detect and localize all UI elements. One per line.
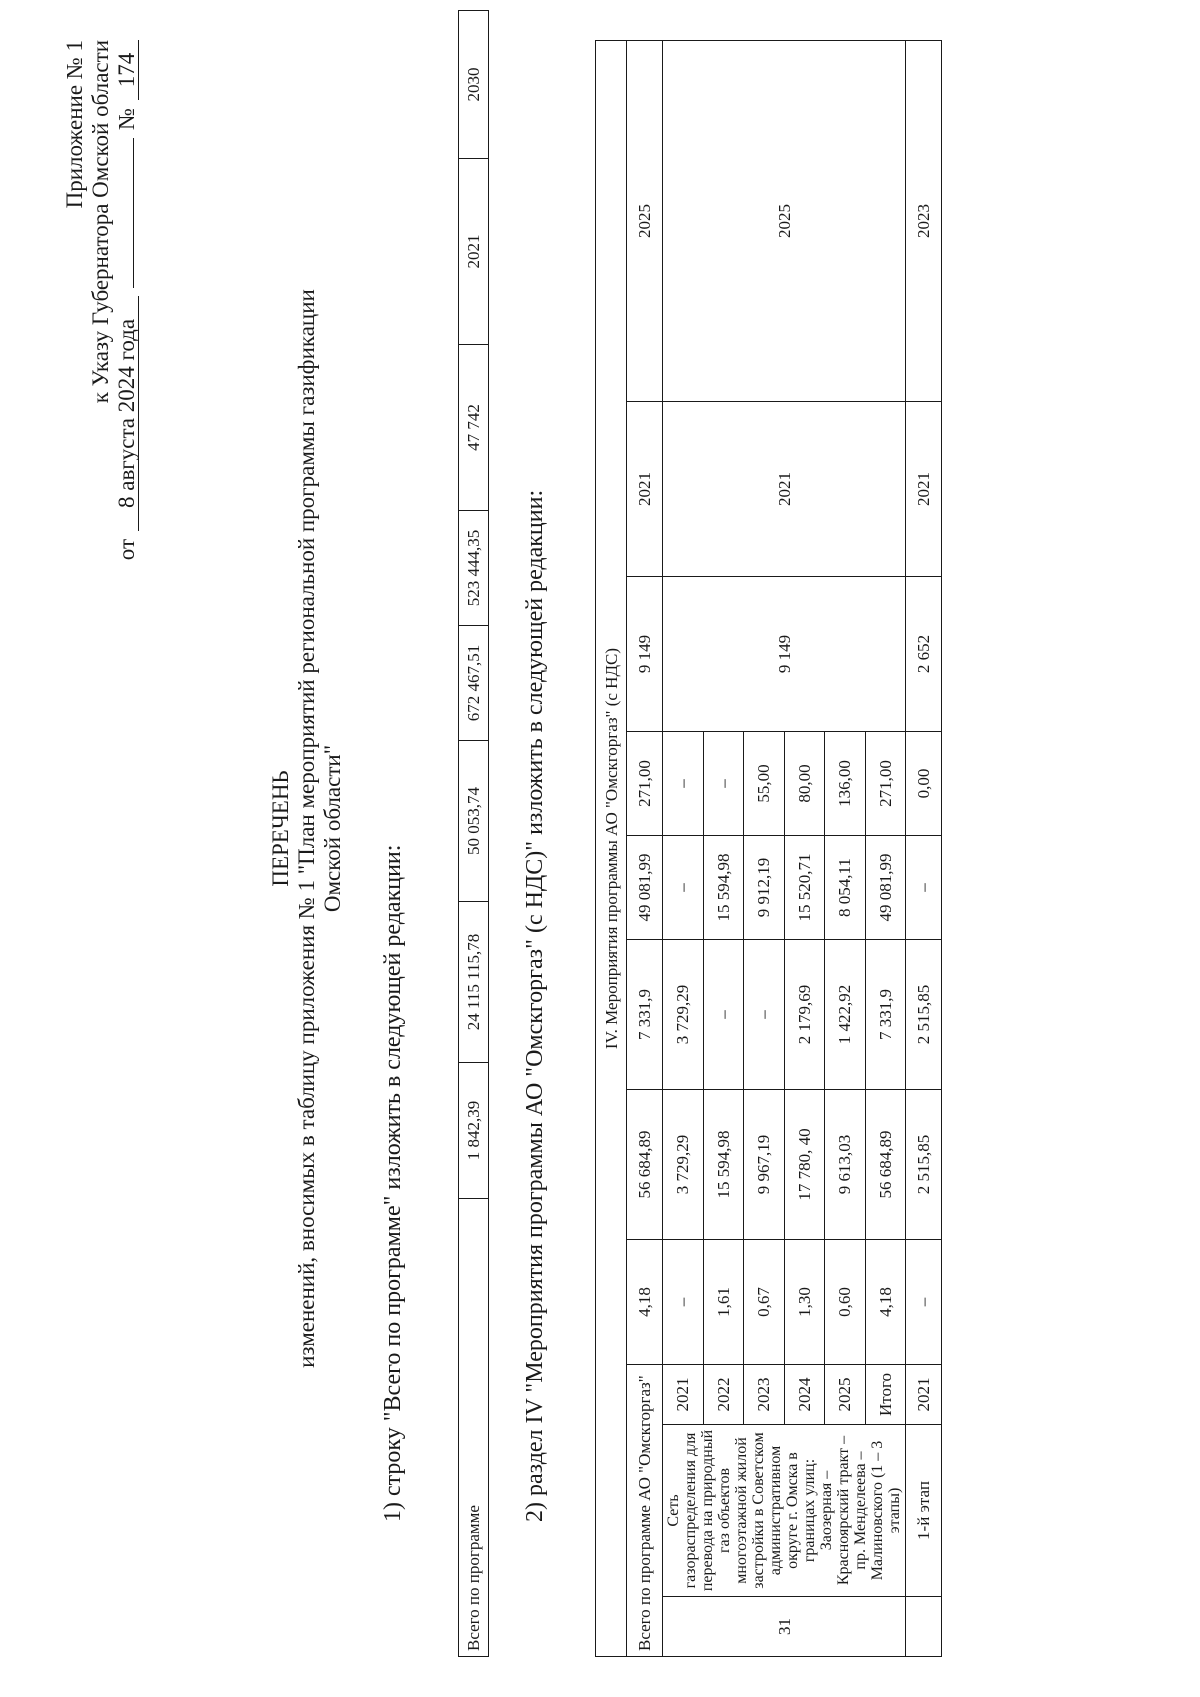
- table-cell: 2021: [663, 402, 906, 577]
- paragraph-2: 2) раздел IV "Мероприятия программы АО "Омскгоргаз" (с НДС)" изложить в следующей редакции:: [522, 489, 548, 1522]
- table-cell: 2 179,69: [784, 940, 825, 1090]
- summary-label: Всего по программе: [459, 1199, 489, 1657]
- table-cell: 136,00: [825, 732, 866, 836]
- table-cell: 2 515,85: [906, 1090, 942, 1240]
- appendix-header: [62, 40, 140, 600]
- year-cell: 2023: [744, 1365, 785, 1425]
- table-cell: 271,00: [627, 732, 663, 836]
- table-cell: 56 684,89: [865, 1090, 906, 1240]
- decree-date: 8 августа 2024 года: [116, 296, 139, 531]
- table-cell: 15 520,71: [784, 836, 825, 940]
- summary-cell: 2021: [459, 159, 489, 345]
- table-cell: 2 515,85: [906, 940, 942, 1090]
- summary-cell: 672 467,51: [459, 626, 489, 741]
- year-cell: Итого: [865, 1365, 906, 1425]
- table-cell: 2023: [906, 41, 942, 402]
- table-cell: 9 912,19: [744, 836, 785, 940]
- table-cell: 2 652: [906, 577, 942, 732]
- program-table: [595, 40, 942, 1657]
- title-subtitle-cont: Омской области": [320, 744, 345, 913]
- table-cell: 3 729,29: [663, 940, 704, 1090]
- table-cell: 0,60: [825, 1240, 866, 1365]
- table-cell: 271,00: [865, 732, 906, 836]
- table-cell: –: [703, 732, 744, 836]
- decree-date-line: [114, 40, 140, 600]
- table-row: [663, 41, 704, 1657]
- table-cell: 8 054,11: [825, 836, 866, 940]
- table-cell: 9 613,03: [825, 1090, 866, 1240]
- summary-cell: 24 115 115,78: [459, 902, 489, 1063]
- summary-cell: 50 053,74: [459, 741, 489, 902]
- table-cell: 3 729,29: [663, 1090, 704, 1240]
- table-cell: 1,61: [703, 1240, 744, 1365]
- table-cell: 2025: [627, 41, 663, 402]
- table-cell: 56 684,89: [627, 1090, 663, 1240]
- table-cell: 0,67: [744, 1240, 785, 1365]
- table-cell: 15 594,98: [703, 1090, 744, 1240]
- paragraph-1: 1) строку "Всего по программе" изложить в следующей редакции:: [380, 844, 406, 1522]
- table-row: [596, 41, 627, 1657]
- table-cell: 9 149: [663, 577, 906, 732]
- table-cell: 49 081,99: [865, 836, 906, 940]
- summary-table: [458, 10, 489, 1657]
- stage-label: 1-й этап: [906, 1425, 942, 1597]
- table-cell: –: [703, 940, 744, 1090]
- year-cell: 2024: [784, 1365, 825, 1425]
- table-cell: 2021: [906, 402, 942, 577]
- table-cell: 9 967,19: [744, 1090, 785, 1240]
- table-row: [627, 41, 663, 1657]
- appendix-reference: к Указу Губернатора Омской области: [88, 40, 113, 404]
- table-cell: 2025: [663, 41, 906, 402]
- decree-number: 174: [116, 40, 139, 100]
- document-title: [268, 160, 346, 1497]
- table-row: [906, 41, 942, 1657]
- appendix-number: Приложение № 1: [62, 40, 87, 209]
- table-cell: –: [744, 940, 785, 1090]
- table-cell: –: [663, 732, 704, 836]
- title-heading: ПЕРЕЧЕНЬ: [268, 770, 293, 887]
- table-cell: 55,00: [744, 732, 785, 836]
- table-cell: 7 331,9: [627, 940, 663, 1090]
- summary-cell: 47 742: [459, 345, 489, 511]
- table-cell: 2021: [627, 402, 663, 577]
- item-description: Сеть газораспределения для перевода на природный газ объектов многоэтажной жилой застройки в Советском административном округе г. Омска в границах улиц: Заозерная – Красноярский тракт – пр. Менделеева – Малиновского (1 – 3 этапы): [663, 1425, 906, 1597]
- summary-cell: 523 444,35: [459, 511, 489, 626]
- table-cell: 9 149: [627, 577, 663, 732]
- table-cell: 1,30: [784, 1240, 825, 1365]
- table-cell: 4,18: [627, 1240, 663, 1365]
- table-cell: –: [906, 1240, 942, 1365]
- date-blank-line: [133, 138, 134, 288]
- number-prefix: №: [114, 108, 139, 130]
- item-number: 31: [663, 1597, 906, 1657]
- table-cell: 17 780, 40: [784, 1090, 825, 1240]
- table-cell: –: [906, 836, 942, 940]
- table-cell: –: [663, 1240, 704, 1365]
- section-total-label: Всего по программе АО "Омскгоргаз": [627, 1365, 663, 1657]
- year-cell: 2025: [825, 1365, 866, 1425]
- table-row: [459, 11, 489, 1657]
- summary-cell: 1 842,39: [459, 1063, 489, 1199]
- table-cell: 15 594,98: [703, 836, 744, 940]
- section-caption: IV. Мероприятия программы АО "Омскгоргаз" (с НДС): [596, 41, 627, 1657]
- summary-cell: 2030: [459, 11, 489, 159]
- year-cell: 2021: [906, 1365, 942, 1425]
- table-cell: 4,18: [865, 1240, 906, 1365]
- table-cell: [906, 1597, 942, 1657]
- year-cell: 2022: [703, 1365, 744, 1425]
- table-cell: 49 081,99: [627, 836, 663, 940]
- table-cell: 1 422,92: [825, 940, 866, 1090]
- table-cell: 0,00: [906, 732, 942, 836]
- year-cell: 2021: [663, 1365, 704, 1425]
- table-cell: –: [663, 836, 704, 940]
- date-prefix: от: [114, 538, 139, 561]
- table-cell: 80,00: [784, 732, 825, 836]
- table-cell: 7 331,9: [865, 940, 906, 1090]
- title-subtitle: изменений, вносимых в таблицу приложения № 1 "План мероприятий региональной программы газификации: [294, 289, 319, 1368]
